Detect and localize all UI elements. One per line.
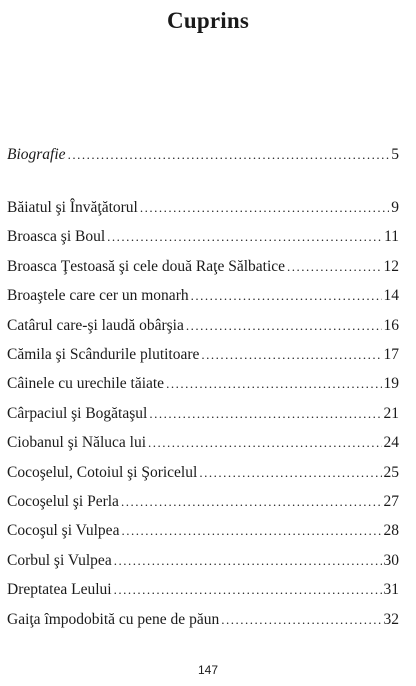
toc-leader-dots	[114, 550, 382, 572]
toc-entry-title: Câinele cu urechile tăiate	[7, 375, 165, 393]
toc-entry-page: 21	[383, 404, 399, 422]
toc-entry-page: 32	[383, 610, 399, 628]
toc-entry	[7, 550, 399, 572]
toc-entry	[7, 462, 399, 484]
toc-leader-dots	[149, 403, 381, 425]
toc-entry-page: 19	[383, 375, 399, 393]
toc-entry-title: Gaiţa împodobită cu pene de păun	[7, 610, 220, 628]
toc-leader-dots	[221, 609, 381, 631]
toc-leader-dots	[121, 520, 381, 542]
toc-entry	[7, 403, 399, 425]
toc-entry-title: Biografie	[7, 146, 66, 163]
toc-entry-page: 17	[383, 346, 399, 363]
toc-entry-title: Ciobanul şi Năluca lui	[7, 434, 147, 452]
toc-entry-title: Broasca şi Boul	[7, 228, 106, 246]
toc-entry	[7, 315, 399, 337]
toc-leader-dots	[186, 315, 382, 337]
toc-entry-page: 14	[383, 287, 399, 305]
toc-entry	[7, 520, 399, 542]
toc-leader-dots	[199, 462, 381, 484]
toc-entry	[7, 579, 399, 601]
toc-entry	[7, 432, 399, 454]
toc-entry-page: 28	[383, 522, 399, 540]
toc-entry-title: Corbul şi Vulpea	[7, 551, 112, 569]
toc-leader-dots	[107, 226, 382, 248]
toc-entry-title: Cocoşelul, Cotoiul şi Şoricelul	[7, 463, 198, 481]
toc-leader-dots	[140, 197, 389, 219]
toc-entry	[7, 226, 399, 248]
toc-entry-title: Cocoşelul şi Perla	[7, 493, 119, 510]
toc-entry-title: Catârul care-şi laudă obârşia	[7, 316, 184, 334]
toc-entry-page: 12	[383, 257, 399, 275]
toc-entry-title: Cârpaciul şi Bogătaşul	[7, 404, 148, 422]
toc-entry	[7, 256, 399, 278]
toc-leader-dots	[148, 432, 381, 454]
page-number: 147	[197, 663, 219, 677]
toc-entry-page: 25	[383, 463, 399, 481]
toc-entry	[7, 285, 399, 307]
toc-entry-title: Cocoşul şi Vulpea	[7, 522, 120, 540]
toc-entry-page: 27	[383, 493, 399, 510]
toc-entry-page: 30	[383, 551, 399, 569]
toc-entry-page: 5	[391, 146, 399, 163]
toc-leader-dots	[166, 373, 381, 395]
toc-entry-title: Dreptatea Leului	[7, 581, 112, 599]
toc-entry	[7, 491, 399, 513]
toc-entry-page: 31	[383, 581, 399, 599]
page-title: Cuprins	[167, 8, 249, 33]
toc-entry-title: Cămila şi Scândurile plutitoare	[7, 346, 200, 363]
toc-leader-dots	[121, 491, 382, 513]
toc-entry	[7, 144, 399, 166]
toc-entry-page: 9	[391, 199, 399, 216]
toc-leader-dots	[68, 144, 390, 166]
toc-entry-title: Broasca Ţestoasă şi cele două Raţe Sălbatice	[7, 257, 286, 275]
toc-entry	[7, 609, 399, 631]
toc-leader-dots	[201, 344, 381, 366]
toc-leader-dots	[287, 256, 381, 278]
toc-entry	[7, 373, 399, 395]
toc-entry-page: 11	[384, 228, 399, 246]
toc-entry	[7, 197, 399, 219]
toc-entry-page: 16	[383, 316, 399, 334]
toc-leader-dots	[114, 579, 382, 601]
toc-entry-title: Broaştele care cer un monarh	[7, 287, 189, 305]
toc-entry-title: Băiatul şi Învăţătorul	[7, 199, 138, 216]
toc-entry-page: 24	[383, 434, 399, 452]
toc-entry	[7, 344, 399, 366]
toc-leader-dots	[191, 285, 382, 307]
